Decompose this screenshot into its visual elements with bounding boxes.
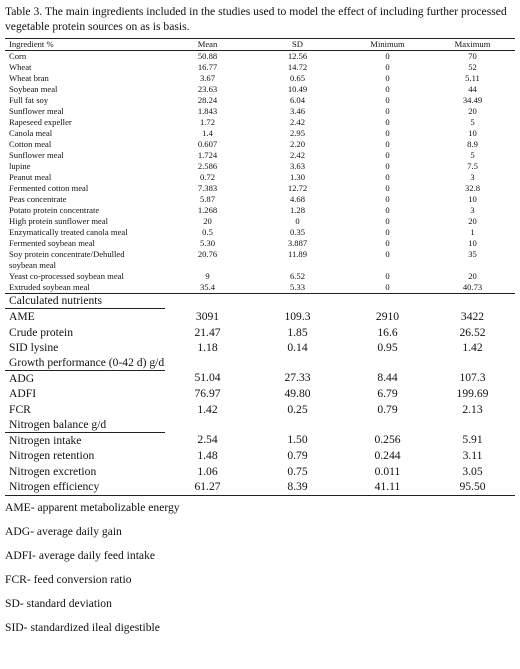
cell-sd: 12.72 — [287, 183, 308, 193]
ingredient-row — [5, 227, 515, 238]
cell-maximum: 44 — [468, 84, 477, 94]
cell-name: Sunflower meal — [9, 150, 64, 160]
cell-maximum: 26.52 — [459, 325, 486, 339]
cell-mean: 3.67 — [199, 73, 216, 83]
section-row-growth — [5, 356, 515, 371]
cell-mean: 5.87 — [199, 194, 216, 204]
cell-maximum: 5.91 — [462, 433, 483, 447]
cell-maximum: 20 — [468, 106, 477, 116]
cell-mean: 51.04 — [194, 371, 221, 385]
growth-rows — [5, 370, 515, 417]
table-caption: Table 3. The main ingredients included in the studies used to model the effect of including further processed vegetable protein sources on as is basis. — [5, 5, 507, 33]
ingredient-row — [5, 172, 515, 183]
cell-minimum: 2910 — [375, 309, 400, 323]
cell-minimum: 0.79 — [377, 402, 398, 416]
growth-row — [5, 386, 515, 402]
cell-mean: 1.268 — [197, 205, 218, 215]
cell-name: Nitrogen retention — [9, 449, 95, 463]
section-title-nitrogen: Nitrogen balance g/d — [5, 418, 165, 433]
cell-name: Peanut meal — [9, 172, 52, 182]
cell-minimum: 0 — [385, 150, 390, 160]
cell-maximum: 7.5 — [467, 161, 478, 171]
cell-minimum: 0 — [385, 106, 390, 116]
cell-mean: 0.5 — [202, 227, 213, 237]
ingredient-row — [5, 128, 515, 139]
cell-mean: 9 — [205, 271, 210, 281]
cell-minimum: 0.011 — [374, 464, 401, 478]
cell-minimum: 0 — [385, 62, 390, 72]
cell-sd: 2.42 — [289, 117, 306, 127]
cell-maximum: 34.49 — [462, 95, 483, 105]
table-header-row — [5, 39, 515, 51]
ingredient-row — [5, 216, 515, 227]
cell-minimum: 0 — [385, 216, 390, 226]
cell-sd: 0.25 — [287, 402, 308, 416]
nitrogen-rows — [5, 432, 515, 495]
cell-mean: 28.24 — [197, 95, 218, 105]
cell-mean: 76.97 — [194, 387, 221, 401]
cell-minimum: 0.95 — [377, 341, 398, 355]
ingredient-row — [5, 150, 515, 161]
calculated-nutrients-body — [5, 294, 515, 309]
cell-sd: 3.46 — [289, 106, 306, 116]
column-header-mean: Mean — [165, 39, 250, 51]
ingredient-row — [5, 139, 515, 150]
cell-name: lupine — [9, 161, 31, 171]
nutrient-row — [5, 325, 515, 341]
ingredient-row — [5, 117, 515, 128]
column-header-sd: SD — [250, 39, 345, 51]
cell-name: Cotton meal — [9, 139, 52, 149]
nitrogen-row — [5, 448, 515, 464]
cell-sd: 0.79 — [287, 449, 308, 463]
cell-name: Nitrogen intake — [9, 433, 82, 447]
cell-mean: 16.77 — [197, 62, 218, 72]
cell-name: High protein sunflower meal — [9, 216, 109, 226]
section-title-growth: Growth performance (0-42 d) g/d — [5, 356, 165, 371]
cell-maximum: 10 — [468, 194, 477, 204]
cell-minimum: 0 — [385, 249, 390, 259]
ingredient-row — [5, 238, 515, 249]
section-row-nitrogen — [5, 418, 515, 433]
cell-mean: 2.54 — [197, 433, 218, 447]
nitrogen-row — [5, 432, 515, 448]
cell-sd: 14.72 — [287, 62, 308, 72]
ingredient-row — [5, 282, 515, 294]
cell-maximum: 32.8 — [464, 183, 481, 193]
cell-maximum: 10 — [468, 238, 477, 248]
cell-sd: 1.50 — [287, 433, 308, 447]
cell-name: Soy protein concentrate/Dehulled soybean meal — [9, 249, 125, 270]
cell-mean: 3091 — [195, 309, 220, 323]
cell-sd: 4.68 — [289, 194, 306, 204]
cell-minimum: 0 — [385, 128, 390, 138]
cell-minimum: 0.256 — [374, 433, 401, 447]
cell-mean: 23.63 — [197, 84, 218, 94]
ingredient-row — [5, 106, 515, 117]
cell-minimum: 0 — [385, 95, 390, 105]
cell-maximum: 10 — [468, 128, 477, 138]
note-line: SD- standard deviation — [5, 596, 112, 610]
ingredient-row — [5, 51, 515, 63]
cell-minimum: 0 — [385, 172, 390, 182]
cell-mean: 20 — [203, 216, 212, 226]
cell-minimum: 0 — [385, 161, 390, 171]
cell-mean: 35.4 — [199, 282, 216, 292]
cell-name: Canola meal — [9, 128, 53, 138]
cell-name: FCR — [9, 402, 31, 416]
cell-sd: 0 — [295, 216, 300, 226]
cell-maximum: 1 — [470, 227, 475, 237]
column-header-ingredient: Ingredient % — [5, 39, 165, 51]
cell-minimum: 0 — [385, 205, 390, 215]
note-line: FCR- feed conversion ratio — [5, 572, 132, 586]
cell-sd: 6.04 — [289, 95, 306, 105]
cell-sd: 8.39 — [250, 479, 345, 495]
cell-name: Soybean meal — [9, 84, 58, 94]
cell-sd: 0.65 — [289, 73, 306, 83]
ingredients-multiline-body — [5, 227, 515, 294]
ingredient-row — [5, 84, 515, 95]
cell-minimum: 0 — [385, 84, 390, 94]
cell-name: Sunflower meal — [9, 106, 64, 116]
cell-name: Rapeseed expeller — [9, 117, 72, 127]
cell-sd: 0.35 — [289, 227, 306, 237]
cell-maximum: 52 — [468, 62, 477, 72]
cell-maximum: 3 — [470, 205, 475, 215]
cell-minimum: 41.11 — [345, 479, 430, 495]
cell-name: Yeast co-processed soybean meal — [9, 271, 124, 281]
cell-name: Nitrogen efficiency — [5, 479, 165, 495]
cell-name: Peas concentrate — [9, 194, 67, 204]
cell-minimum: 0 — [385, 194, 390, 204]
cell-name: Corn — [9, 51, 27, 61]
cell-mean: 21.47 — [194, 325, 221, 339]
cell-minimum: 16.6 — [377, 325, 398, 339]
cell-sd: 5.33 — [289, 282, 306, 292]
cell-name: ADG — [9, 371, 35, 385]
cell-maximum: 8.9 — [467, 139, 478, 149]
cell-sd: 1.28 — [289, 205, 306, 215]
cell-maximum: 40.73 — [462, 282, 483, 292]
ingredient-row — [5, 95, 515, 106]
cell-maximum: 3.11 — [462, 449, 483, 463]
calculated-rows — [5, 309, 515, 356]
cell-mean: 1.843 — [197, 106, 218, 116]
cell-name: AME — [9, 310, 35, 323]
cell-minimum: 8.44 — [377, 371, 398, 385]
cell-mean: 0.607 — [197, 139, 218, 149]
growth-row — [5, 370, 515, 386]
cell-maximum: 5 — [470, 150, 475, 160]
cell-maximum: 3 — [470, 172, 475, 182]
cell-name: Nitrogen excretion — [9, 464, 97, 478]
cell-minimum: 0 — [385, 238, 390, 248]
cell-mean: 1.48 — [197, 449, 218, 463]
cell-mean: 0.72 — [199, 172, 216, 182]
cell-maximum: 3422 — [460, 309, 485, 323]
cell-name: Wheat — [9, 62, 32, 72]
ingredients-table — [5, 38, 515, 496]
cell-minimum: 0 — [385, 139, 390, 149]
ingredient-row — [5, 161, 515, 172]
cell-minimum: 0 — [385, 51, 390, 61]
cell-name: Wheat bran — [9, 73, 49, 83]
cell-minimum: 0 — [385, 73, 390, 83]
ingredient-row — [5, 194, 515, 205]
note-line: AME- apparent metabolizable energy — [5, 500, 180, 514]
cell-sd: 2.20 — [289, 139, 306, 149]
cell-name: SID lysine — [9, 341, 59, 355]
note-line: ADG- average daily gain — [5, 524, 122, 538]
growth-section — [5, 356, 515, 371]
cell-name: Crude protein — [9, 325, 74, 339]
ingredients-body — [5, 51, 515, 228]
cell-mean: 5.30 — [199, 238, 216, 248]
note-line: ADFI- average daily feed intake — [5, 548, 156, 562]
cell-maximum: 20 — [468, 271, 477, 281]
cell-maximum: 2.13 — [462, 402, 483, 416]
cell-name: Extruded soybean meal — [9, 282, 90, 292]
ingredient-row — [5, 271, 515, 282]
cell-maximum: 5.11 — [465, 73, 480, 83]
cell-mean: 1.724 — [197, 150, 218, 160]
ingredient-row — [5, 73, 515, 84]
cell-name: Potato protein concentrate — [9, 205, 100, 215]
cell-sd: 2.42 — [289, 150, 306, 160]
abbreviation-notes — [5, 501, 515, 645]
cell-sd: 109.3 — [284, 309, 311, 323]
nutrient-row — [5, 340, 515, 356]
cell-sd: 1.30 — [289, 172, 306, 182]
cell-sd: 49.80 — [284, 387, 311, 401]
cell-mean: 1.42 — [197, 402, 218, 416]
nitrogen-row — [5, 464, 515, 480]
cell-sd: 3.887 — [287, 238, 308, 248]
cell-name: Fermented cotton meal — [9, 183, 89, 193]
note-line: SID- standardized ileal digestible — [5, 620, 160, 634]
cell-sd: 0.14 — [287, 341, 308, 355]
nutrient-row — [5, 309, 515, 325]
cell-mean: 1.72 — [199, 117, 216, 127]
cell-minimum: 0 — [385, 183, 390, 193]
cell-maximum: 20 — [468, 216, 477, 226]
cell-name: ADFI — [9, 387, 37, 401]
cell-minimum: 0 — [385, 117, 390, 127]
column-header-minimum: Minimum — [345, 39, 430, 51]
cell-maximum: 107.3 — [459, 371, 486, 385]
cell-maximum: 1.42 — [462, 341, 483, 355]
cell-sd: 1.85 — [287, 325, 308, 339]
cell-maximum: 35 — [468, 249, 477, 259]
cell-maximum: 199.69 — [456, 387, 489, 401]
section-row-calculated — [5, 294, 515, 309]
cell-mean: 1.4 — [202, 128, 213, 138]
cell-name: Fermented soybean meal — [9, 238, 95, 248]
growth-row — [5, 402, 515, 418]
cell-sd: 10.49 — [287, 84, 308, 94]
cell-minimum: 0 — [385, 271, 390, 281]
cell-mean: 1.06 — [197, 464, 218, 478]
cell-sd: 3.63 — [289, 161, 306, 171]
cell-name: Enzymatically treated canola meal — [9, 227, 128, 237]
ingredient-row — [5, 249, 515, 271]
cell-mean: 1.18 — [197, 341, 218, 355]
cell-maximum: 95.50 — [430, 479, 515, 495]
cell-mean: 61.27 — [165, 479, 250, 495]
ingredient-row — [5, 183, 515, 194]
cell-sd: 27.33 — [284, 371, 311, 385]
cell-sd: 2.95 — [289, 128, 306, 138]
cell-mean: 7.383 — [197, 183, 218, 193]
cell-mean: 20.76 — [197, 249, 218, 259]
ingredient-row — [5, 62, 515, 73]
cell-minimum: 6.79 — [377, 387, 398, 401]
nitrogen-section — [5, 418, 515, 433]
column-header-maximum: Maximum — [430, 39, 515, 51]
cell-maximum: 70 — [468, 51, 477, 61]
cell-minimum: 0.244 — [374, 449, 401, 463]
cell-minimum: 0 — [385, 227, 390, 237]
cell-mean: 50.88 — [197, 51, 218, 61]
nitrogen-row — [5, 479, 515, 495]
cell-maximum: 5 — [470, 117, 475, 127]
ingredient-row — [5, 205, 515, 216]
cell-sd: 0.75 — [287, 464, 308, 478]
cell-sd: 6.52 — [289, 271, 306, 281]
cell-minimum: 0 — [385, 282, 390, 292]
section-title-calculated: Calculated nutrients — [5, 294, 165, 309]
cell-mean: 2.586 — [197, 161, 218, 171]
cell-sd: 12.56 — [287, 51, 308, 61]
cell-maximum: 3.05 — [462, 464, 483, 478]
cell-name: Full fat soy — [9, 95, 49, 105]
cell-sd: 11.89 — [287, 249, 308, 259]
